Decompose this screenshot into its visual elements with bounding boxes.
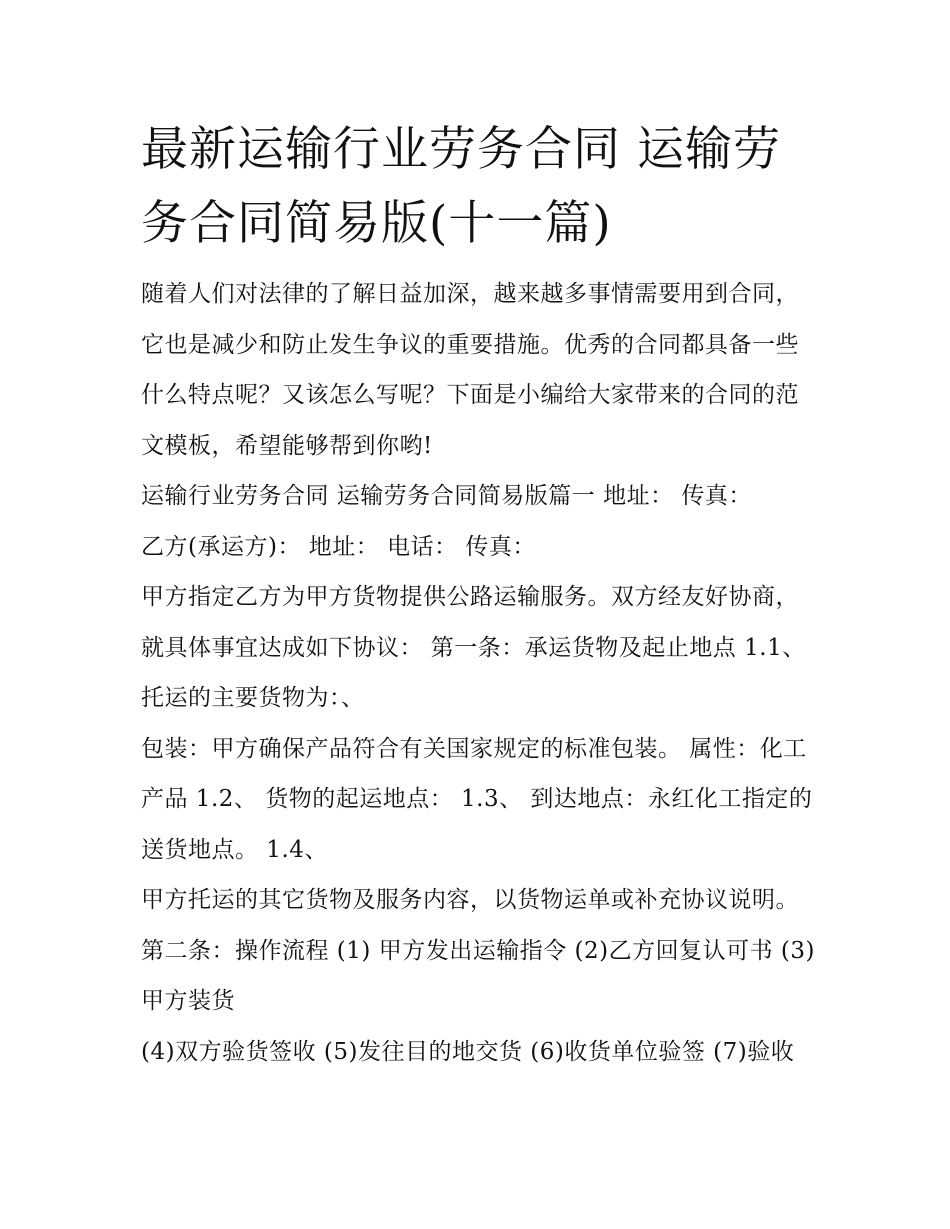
process-steps-paragraph: (4)双方验货签收 (5)发往目的地交货 (6)收货单位验签 (7)验收	[141, 1038, 795, 1065]
party-b-line: 乙方(承运方)： 地址： 电话： 传真：	[141, 533, 536, 560]
intro-paragraph: 随着人们对法律的了解日益加深，越来越多事情需要用到合同，它也是减少和防止发生争议的重要措施。优秀的合同都具备一些什么特点呢？又该怎么写呢？下面是小编给大家带来的合同的范文模板，希望能够帮到你哟!	[141, 281, 799, 459]
agreement-paragraph: 甲方指定乙方为甲方货物提供公路运输服务。双方经友好协商，就具体事宜达成如下协议： 第一条：承运货物及起止地点 1.1、 托运的主要货物为：、	[141, 584, 806, 711]
other-goods-paragraph: 甲方托运的其它货物及服务内容，以货物运单或补充协议说明。 第二条：操作流程 (1) 甲方发出运输指令 (2)乙方回复认可书 (3)甲方装货	[141, 887, 815, 1014]
document-title: 最新运输行业劳务合同 运输劳务合同简易版(十一篇)	[141, 122, 781, 251]
packaging-paragraph: 包装：甲方确保产品符合有关国家规定的标准包装。 属性：化工产品 1.2、 货物的起运地点： 1.3、 到达地点：永红化工指定的送货地点。 1.4、	[141, 735, 813, 863]
document-page	[141, 113, 816, 1077]
contract-heading-line: 运输行业劳务合同 运输劳务合同简易版篇一 地址： 传真：	[141, 483, 752, 509]
